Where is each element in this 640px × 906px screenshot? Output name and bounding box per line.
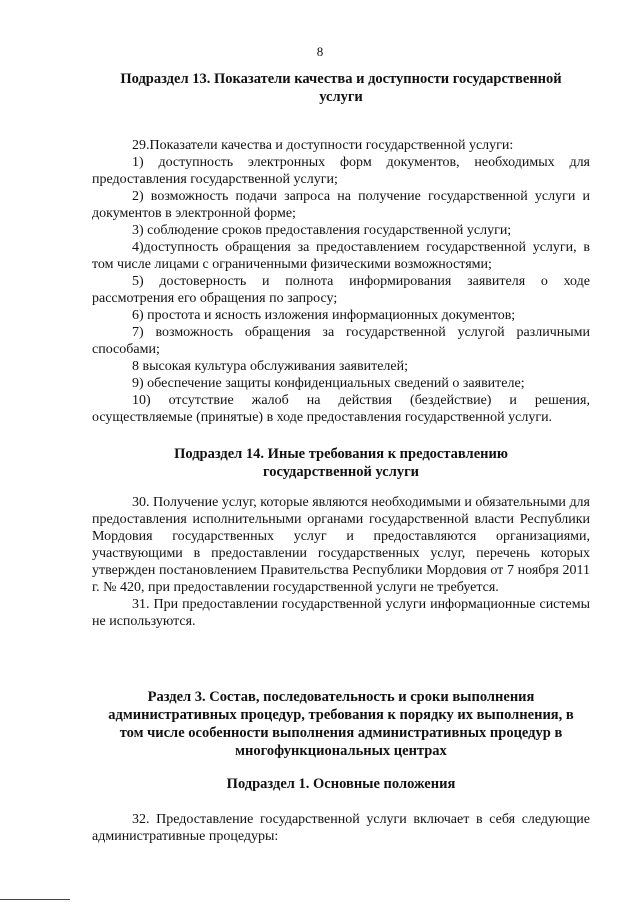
list-item: 4)доступность обращения за предоставлением государственной услуги, в том числе лицами с ограниченными физическими возможностями; bbox=[92, 240, 590, 272]
heading-line: том числе особенности выполнения административных процедур в bbox=[119, 725, 563, 741]
subsection-13-list bbox=[92, 137, 590, 426]
heading-line: административных процедур, требования к порядку их выполнения, в bbox=[108, 707, 574, 723]
subsection-13-heading bbox=[92, 70, 590, 106]
list-item: 3) соблюдение сроков предоставления государственной услуги; bbox=[132, 223, 512, 238]
list-item: 5) достоверность и полнота информирования заявителя о ходе рассмотрения его обращения по запросу; bbox=[92, 274, 590, 306]
section-3-heading bbox=[84, 688, 598, 760]
paragraph-31: 31. При предоставлении государственной услуги информационные системы не используются. bbox=[92, 597, 590, 629]
list-item: 7) возможность обращения за государственной услугой различными способами; bbox=[92, 325, 590, 357]
page-number: 8 bbox=[316, 44, 324, 59]
heading-line: государственной услуги bbox=[262, 464, 420, 480]
subsection-1-body bbox=[92, 811, 590, 845]
subsection-14-body bbox=[92, 494, 590, 630]
list-item: 2) возможность подачи запроса на получение государственной услуги и документов в электронной форме; bbox=[92, 189, 590, 221]
list-item: 6) простота и ясность изложения информационных документов; bbox=[132, 308, 516, 323]
heading-line: многофункциональных центрах bbox=[235, 743, 447, 759]
heading-line: услуги bbox=[319, 89, 363, 105]
paragraph-32: 32. Предоставление государственной услуги включает в себя следующие административные процедуры: bbox=[92, 812, 590, 844]
list-item: 10) отсутствие жалоб на действия (бездействие) и решения, осуществляемые (принятые) в ходе предоставления государственной услуги. bbox=[92, 393, 590, 425]
list-item: 29.Показатели качества и доступности государственной услуги: bbox=[132, 138, 514, 153]
heading-line: Подраздел 1. Основные положения bbox=[226, 776, 456, 792]
footer-rule bbox=[0, 899, 70, 900]
subsection-14-heading bbox=[92, 445, 590, 481]
list-item: 9) обеспечение защиты конфиденциальных сведений о заявителе; bbox=[132, 376, 525, 391]
heading-line: Подраздел 13. Показатели качества и доступности государственной bbox=[120, 71, 562, 87]
heading-line: Раздел 3. Состав, последовательность и сроки выполнения bbox=[147, 689, 535, 705]
heading-line: Подраздел 14. Иные требования к предоставлению bbox=[174, 446, 508, 462]
subsection-1-heading bbox=[92, 775, 590, 793]
list-item: 8 высокая культура обслуживания заявителей; bbox=[132, 359, 409, 374]
list-item: 1) доступность электронных форм документов, необходимых для предоставления государственной услуги; bbox=[92, 155, 590, 187]
paragraph-30: 30. Получение услуг, которые являются необходимыми и обязательными для предоставления исполнительными органами государственной власти Республики Мордовия государственных услуг и предоставляются организациями, участвующими в предоставлении государственных услуг, перечень которых утвержден постановлением Правительства Республики Мордовия от 7 ноября 2011 г. № 420, при предоставлении государственной услуги не требуется. bbox=[92, 495, 590, 595]
